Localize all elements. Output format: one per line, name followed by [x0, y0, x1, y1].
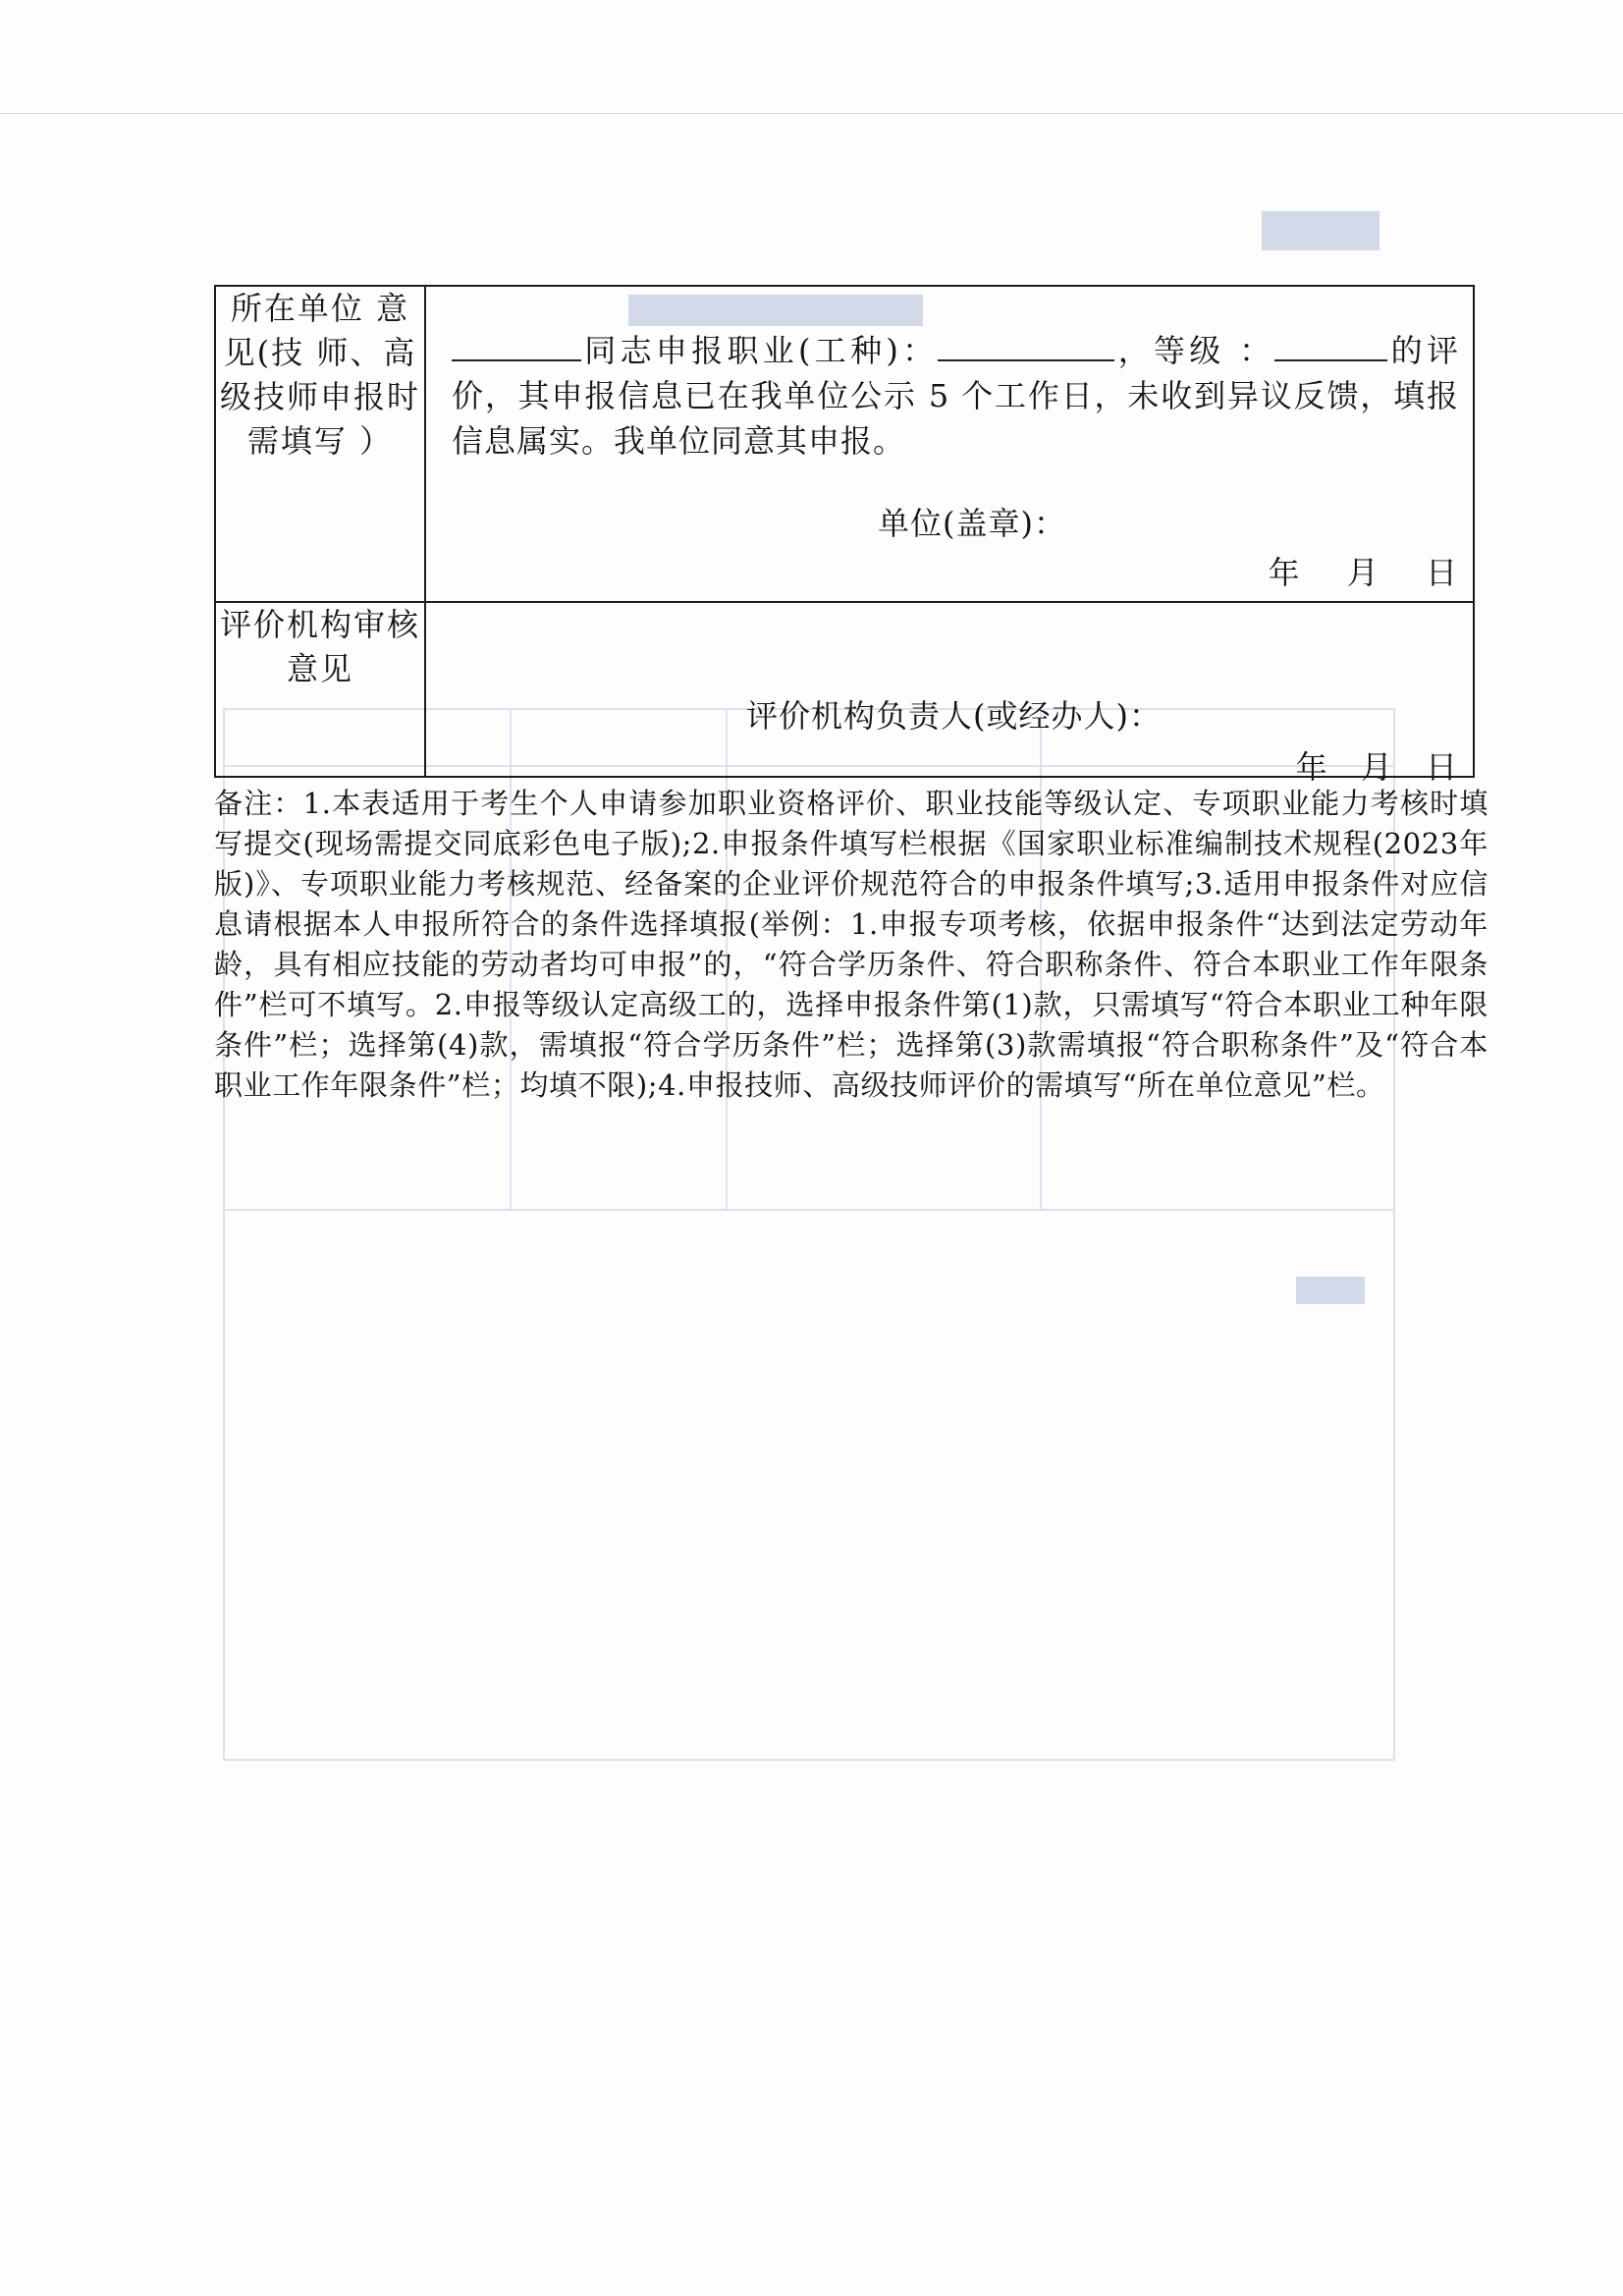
eval-signer-label: 评价机构负责人(或经办人)： — [746, 697, 1162, 735]
unit-text-c: 的评价，其申报信息已在我单位公示 5 个工作日，未收到异议反馈，填报信息属实。我单位同意其申报。 — [452, 332, 1459, 460]
eval-date: 年 月 日 — [1295, 748, 1469, 786]
eval-opinion-row — [215, 602, 1474, 777]
occupation-blank[interactable] — [938, 326, 1114, 361]
level-blank[interactable] — [1274, 326, 1387, 361]
name-blank[interactable] — [452, 326, 581, 361]
unit-opinion-paragraph — [452, 326, 1459, 464]
unit-text-a: 同志申报职业(工种)： — [581, 332, 939, 369]
unit-seal-label: 单位(盖章)： — [878, 505, 1066, 542]
unit-opinion-label: 所在单位 意见(技 师、高级技师申报时需填写 ） — [215, 286, 425, 602]
eval-opinion-content — [425, 602, 1474, 786]
scan-edge-line — [0, 113, 1623, 114]
eval-opinion-label: 评价机构审核意见 — [215, 602, 425, 777]
notes-paragraph: 备注：1.本表适用于考生个人申请参加职业资格评价、职业技能等级认定、专项职业能力考核时填写提交(现场需提交同底彩色电子版);2.申报条件填写栏根据《国家职业标准编制技术规程(2023年版)》、专项职业能力考核规范、经备案的企业评价规范符合的申报条件填写;3.适用申报条件对应信息请根据本人申报所符合的条件选择填报(举例：1.申报专项考核，依据申报条件“达到法定劳动年龄，具有相应技能的劳动者均可申报”的，“符合学历条件、符合职称条件、符合本职业工作年限条件”栏可不填写。2.申报等级认定高级工的，选择申报条件第(1)款，只需填写“符合本职业工种年限条件”栏；选择第(4)款，需填报“符合学历条件”栏；选择第(3)款需填报“符合职称条件”及“符合本职业工作年限条件”栏；均填不限);4.申报技师、高级技师评价的需填写“所在单位意见”栏。 — [214, 787, 1488, 1102]
unit-text-b: ，等级 ： — [1114, 332, 1275, 369]
unit-opinion-content — [425, 286, 1474, 602]
unit-opinion-row — [215, 286, 1474, 602]
unit-date: 年 月 日 — [1268, 554, 1469, 591]
approval-table — [214, 285, 1475, 786]
